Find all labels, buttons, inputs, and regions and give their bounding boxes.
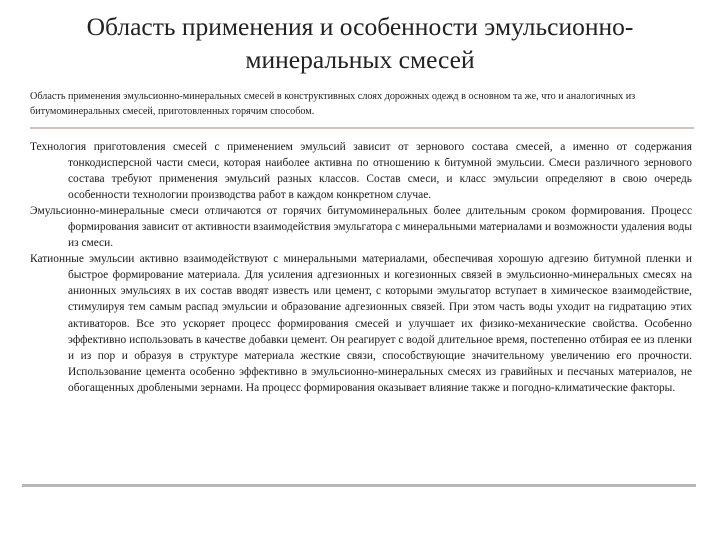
paragraph-technology: Технология приготовления смесей с применением эмульсий зависит от зернового состава смесей, а именно от содержания тонкодисперсной части смеси, которая наиболее активна по отношению к битумной эмульсии. Смеси различного зернового состава требуют применения эмульсий разных классов. Состав смеси, и класс эмульсии определяют в свою очередь особенности технологии производства работ в каждом конкретном случае.	[30, 141, 692, 202]
slide-body	[30, 139, 692, 396]
paragraph-cationic-emulsions: Катионные эмульсии активно взаимодействуют с минеральными материалами, обеспечивая хорошую адгезию битумной пленки и быстрое формирование материала. Для усиления адгезионных и когезионных связей в эмульсионно-минеральных смесях на анионных эмульсиях в их состав вводят известь или цемент, с которыми эмульгатор вступает в химическое взаимодействие, стимулируя тем самым распад эмульсии и образование адгезионных связей. При этом часть воды уходит на гидратацию этих активаторов. Все это ускоряет процесс формирования смесей и улучшает их физико-механические свойства. Особенно эффективно использовать в качестве добавки цемент. Он реагирует с водой длительное время, постепенно отбирая ее из пленки и из пор и образуя в структуре материала жесткие связи, способствующие значительному увеличению его прочности. Использование цемента особенно эффективно в эмульсионно-минеральных смесях из гравийных и песчаных материалов, не обогащенных дроблеными зернами. На процесс формирования оказывает влияние также и погодно-климатические факторы.	[30, 253, 692, 394]
paragraph-formation-time: Эмульсионно-минеральные смеси отличаются от горячих битумоминеральных более длительным сроком формирования. Процесс формирования зависит от активности взаимодействия эмульгатора с минеральными материалами и возможности удаления воды из смеси.	[30, 205, 692, 250]
divider-bottom	[22, 484, 696, 487]
divider-top	[30, 127, 694, 129]
slide-subtitle: Область применения эмульсионно-минеральных смесей в конструктивных слоях дорожных одежд в основном та же, что и аналогичных из битумоминеральных смесей, приготовленных горячим способом.	[30, 91, 636, 117]
slide-title: Область применения и особенности эмульсионно-минеральных смесей	[86, 12, 634, 74]
